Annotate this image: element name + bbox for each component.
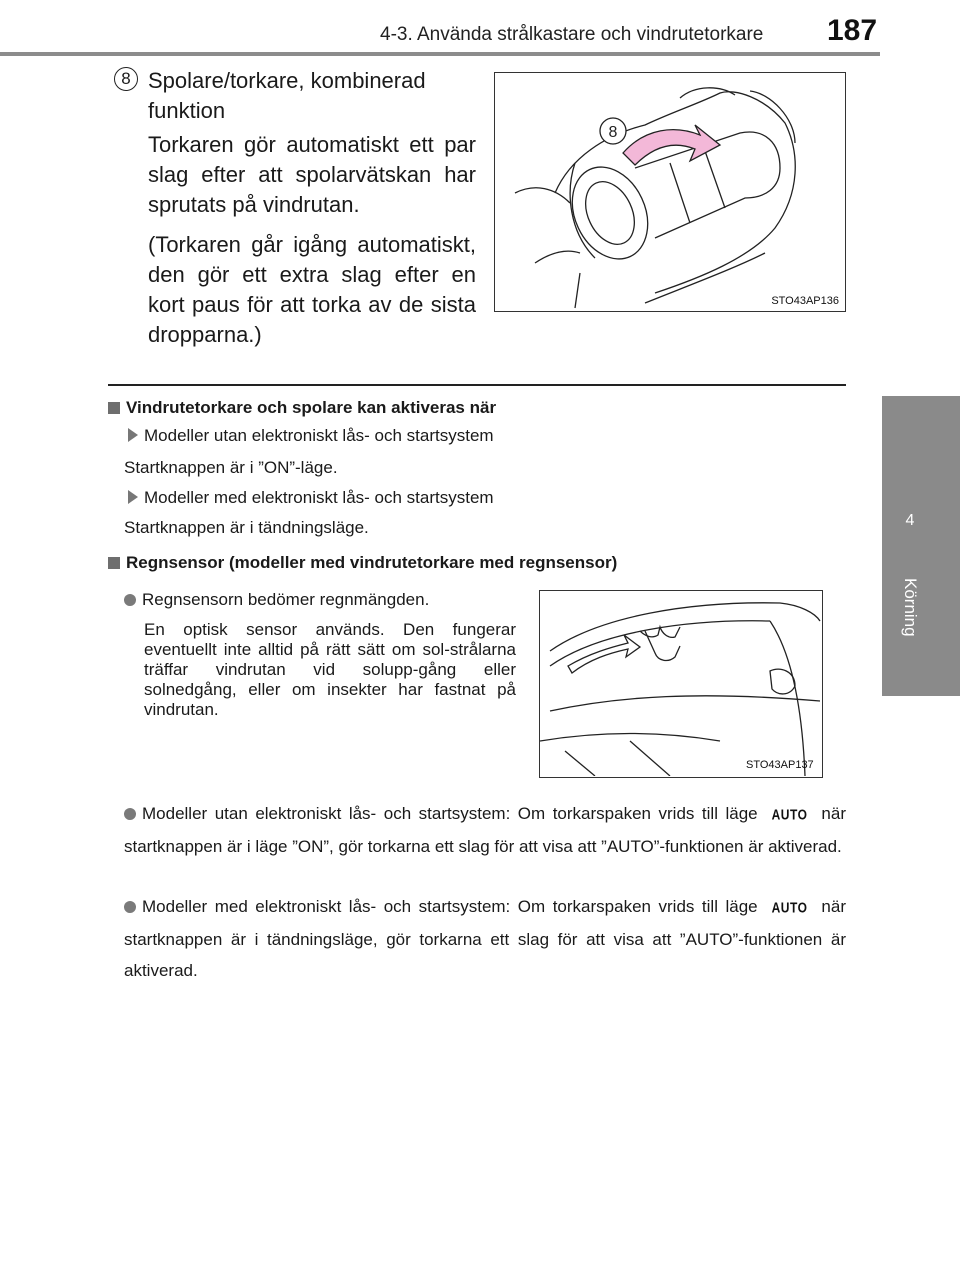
item-paragraph-1: Torkaren gör automatiskt ett par slag efter att spolarvätskan har sprutats på vindrutan. bbox=[148, 132, 476, 217]
page-number: 187 bbox=[827, 14, 878, 47]
text-on-mode: Startknappen är i ”ON”-läge. bbox=[124, 458, 338, 477]
bullet-rain-sensor: Regnsensorn bedömer regnmängden. bbox=[124, 588, 429, 612]
windshield-illustration bbox=[540, 591, 821, 776]
chapter-label: Körning bbox=[901, 578, 920, 637]
square-bullet-icon bbox=[108, 402, 120, 414]
item-paragraph-2: (Torkaren går igång automatiskt, den gör ett extra slag efter en kort paus för att torka av de sista dropparna.) bbox=[148, 232, 476, 347]
chapter-side-tab bbox=[882, 396, 960, 696]
chapter-number: 4 bbox=[905, 512, 915, 529]
hand-lever-illustration bbox=[495, 73, 844, 310]
sub-item-with-smart-key: Modeller med elektroniskt lås- och startsystem bbox=[128, 486, 494, 510]
header-rule bbox=[0, 52, 880, 56]
item-title: Spolare/torkare, kombinerad funktion bbox=[148, 68, 426, 123]
wiper-lever-figure bbox=[494, 72, 846, 312]
section-divider bbox=[108, 384, 846, 386]
triangle-bullet-icon bbox=[128, 428, 138, 442]
circle-bullet-icon bbox=[124, 594, 136, 606]
circle-bullet-icon bbox=[124, 901, 136, 913]
text-ignition-mode: Startknappen är i tändningsläge. bbox=[124, 518, 369, 537]
section-heading-activation: Vindrutetorkare och spolare kan aktiveras när bbox=[108, 396, 496, 420]
bullet-auto-without-smart-key: Modeller utan elektroniskt lås- och startsystem: Om torkarspaken vrids till läge AUTO när startknappen är i läge ”ON”, gör torkarna ett slag för att visa att ”AUTO”-funktionen är aktiverad. bbox=[124, 798, 846, 862]
square-bullet-icon bbox=[108, 557, 120, 569]
triangle-bullet-icon bbox=[128, 490, 138, 504]
bullet-auto-with-smart-key: Modeller med elektroniskt lås- och startsystem: Om torkarspaken vrids till läge AUTO när startknappen är i tändningsläge, gör torkarna ett slag för att visa att ”AUTO”-funktionen är aktiverad. bbox=[124, 891, 846, 986]
figure-code: STO43AP137 bbox=[746, 759, 814, 771]
circle-bullet-icon bbox=[124, 808, 136, 820]
auto-mode-icon: AUTO bbox=[771, 806, 808, 824]
figure-code: STO43AP136 bbox=[771, 295, 839, 307]
figure-callout: 8 bbox=[608, 124, 618, 141]
rain-sensor-figure bbox=[539, 590, 823, 778]
section-heading-rain-sensor: Regnsensor (modeller med vindrutetorkare med regnsensor) bbox=[108, 551, 617, 575]
item-number-badge: 8 bbox=[114, 67, 138, 91]
header-title: 4-3. Använda strålkastare och vindrutetorkare bbox=[380, 24, 764, 45]
sub-item-without-smart-key: Modeller utan elektroniskt lås- och startsystem bbox=[128, 424, 494, 448]
rain-sensor-detail: En optisk sensor används. Den fungerar eventuellt inte alltid på rätt sätt om sol-strålarna träffar vindrutan vid solupp-gång eller solnedgång, eller om insekter har fastnat på vindrutan. bbox=[144, 620, 516, 719]
auto-mode-icon: AUTO bbox=[771, 899, 808, 917]
